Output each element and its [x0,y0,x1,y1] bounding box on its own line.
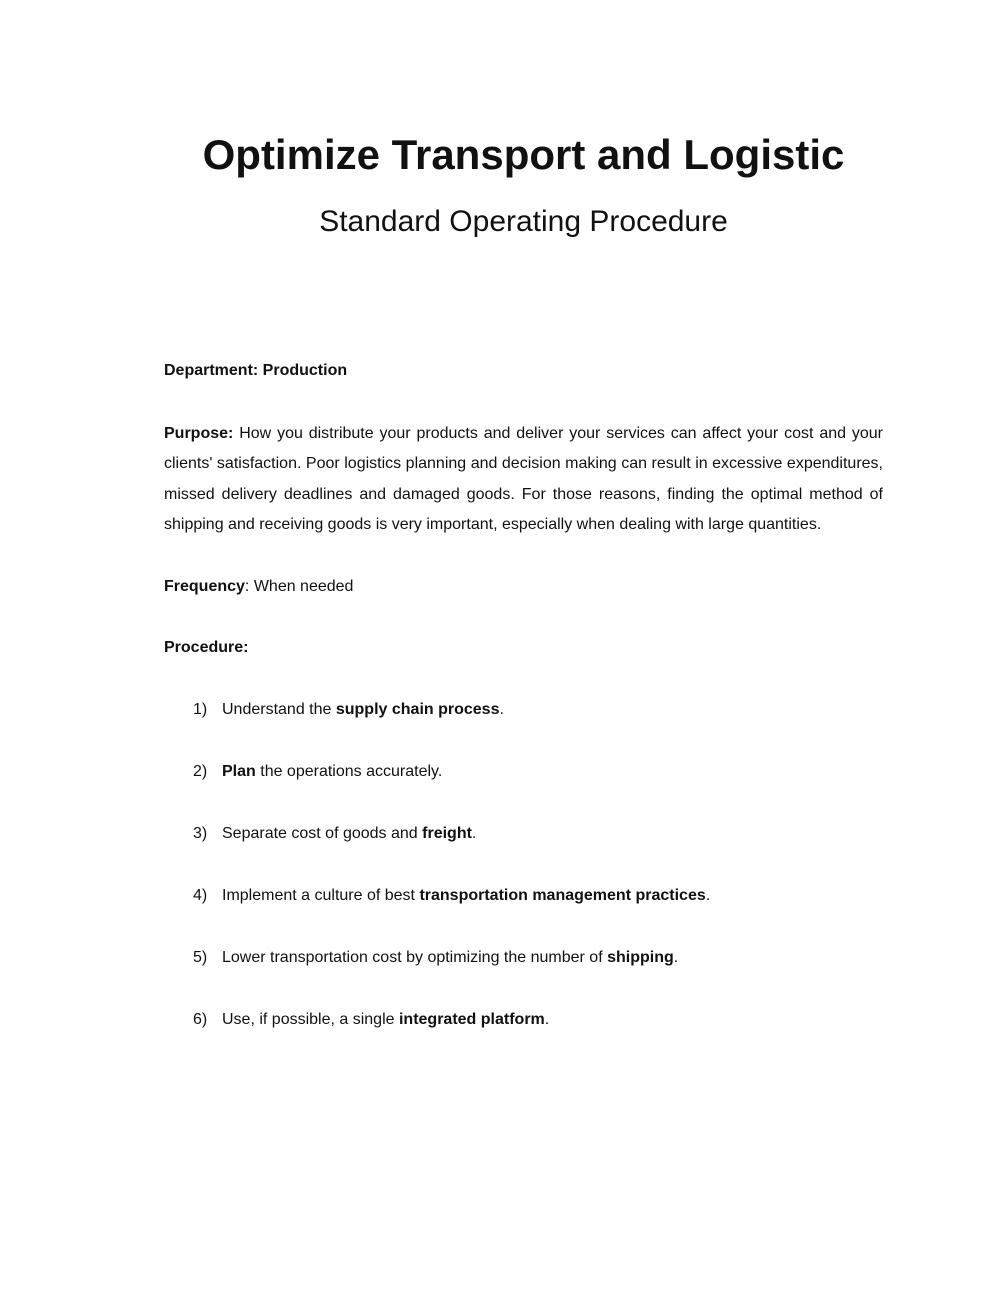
item-number: 5) [193,949,208,966]
item-pre: Lower transportation cost by optimizing the number of [222,949,608,966]
purpose-paragraph [164,419,883,541]
item-post: the operations accurately. [255,763,443,780]
item-post: . [499,701,504,718]
item-number: 1) [193,701,208,718]
item-text [222,881,710,912]
procedure-item-5 [164,943,883,974]
procedure-item-6 [164,1005,883,1036]
item-pre: Implement a culture of best [222,887,420,904]
procedure-list [164,695,883,1036]
document-subtitle: Standard Operating Procedure [319,205,728,238]
item-number: 3) [193,825,208,842]
item-pre: Separate cost of goods and [222,825,423,842]
item-number: 6) [193,1011,208,1028]
item-post: . [544,1011,550,1028]
purpose-label: Purpose: [164,424,234,442]
procedure-item-2 [164,757,883,788]
procedure-item-3 [164,819,883,850]
frequency-text: : When needed [244,577,354,595]
procedure-item-4 [164,881,883,912]
item-number: 2) [193,763,208,780]
item-pre: Use, if possible, a single [222,1011,399,1028]
document-title: Optimize Transport and Logistic [202,131,845,178]
item-pre: Understand the [222,701,336,718]
item-text [222,819,476,850]
item-post: . [471,825,477,842]
item-post: . [673,949,679,966]
item-bold: transportation management practices [419,887,706,904]
procedure-item-1 [164,695,883,726]
purpose-text: How you distribute your products and deliver your services can affect your cost and your clients' satisfaction. Poor logistics planning and decision making can result in excessive expenditures, missed delivery deadlines and damaged goods. For those reasons, finding the optimal method of shipping and receiving goods is very important, especially when dealing with large quantities. [164,424,883,533]
item-bold: Plan [222,763,256,780]
procedure-heading: Procedure: [164,639,249,656]
item-text [222,943,678,974]
frequency-label: Frequency [164,577,245,595]
item-bold: supply chain process [335,701,500,718]
item-text [222,1005,549,1036]
item-bold: shipping [607,949,674,966]
item-text [222,695,504,726]
item-post: . [705,887,711,904]
item-text [222,757,442,788]
item-number: 4) [193,887,208,904]
item-bold: integrated platform [398,1011,545,1028]
item-bold: freight [422,825,472,842]
department-line: Department: Production [164,362,348,379]
frequency-line [164,572,883,603]
